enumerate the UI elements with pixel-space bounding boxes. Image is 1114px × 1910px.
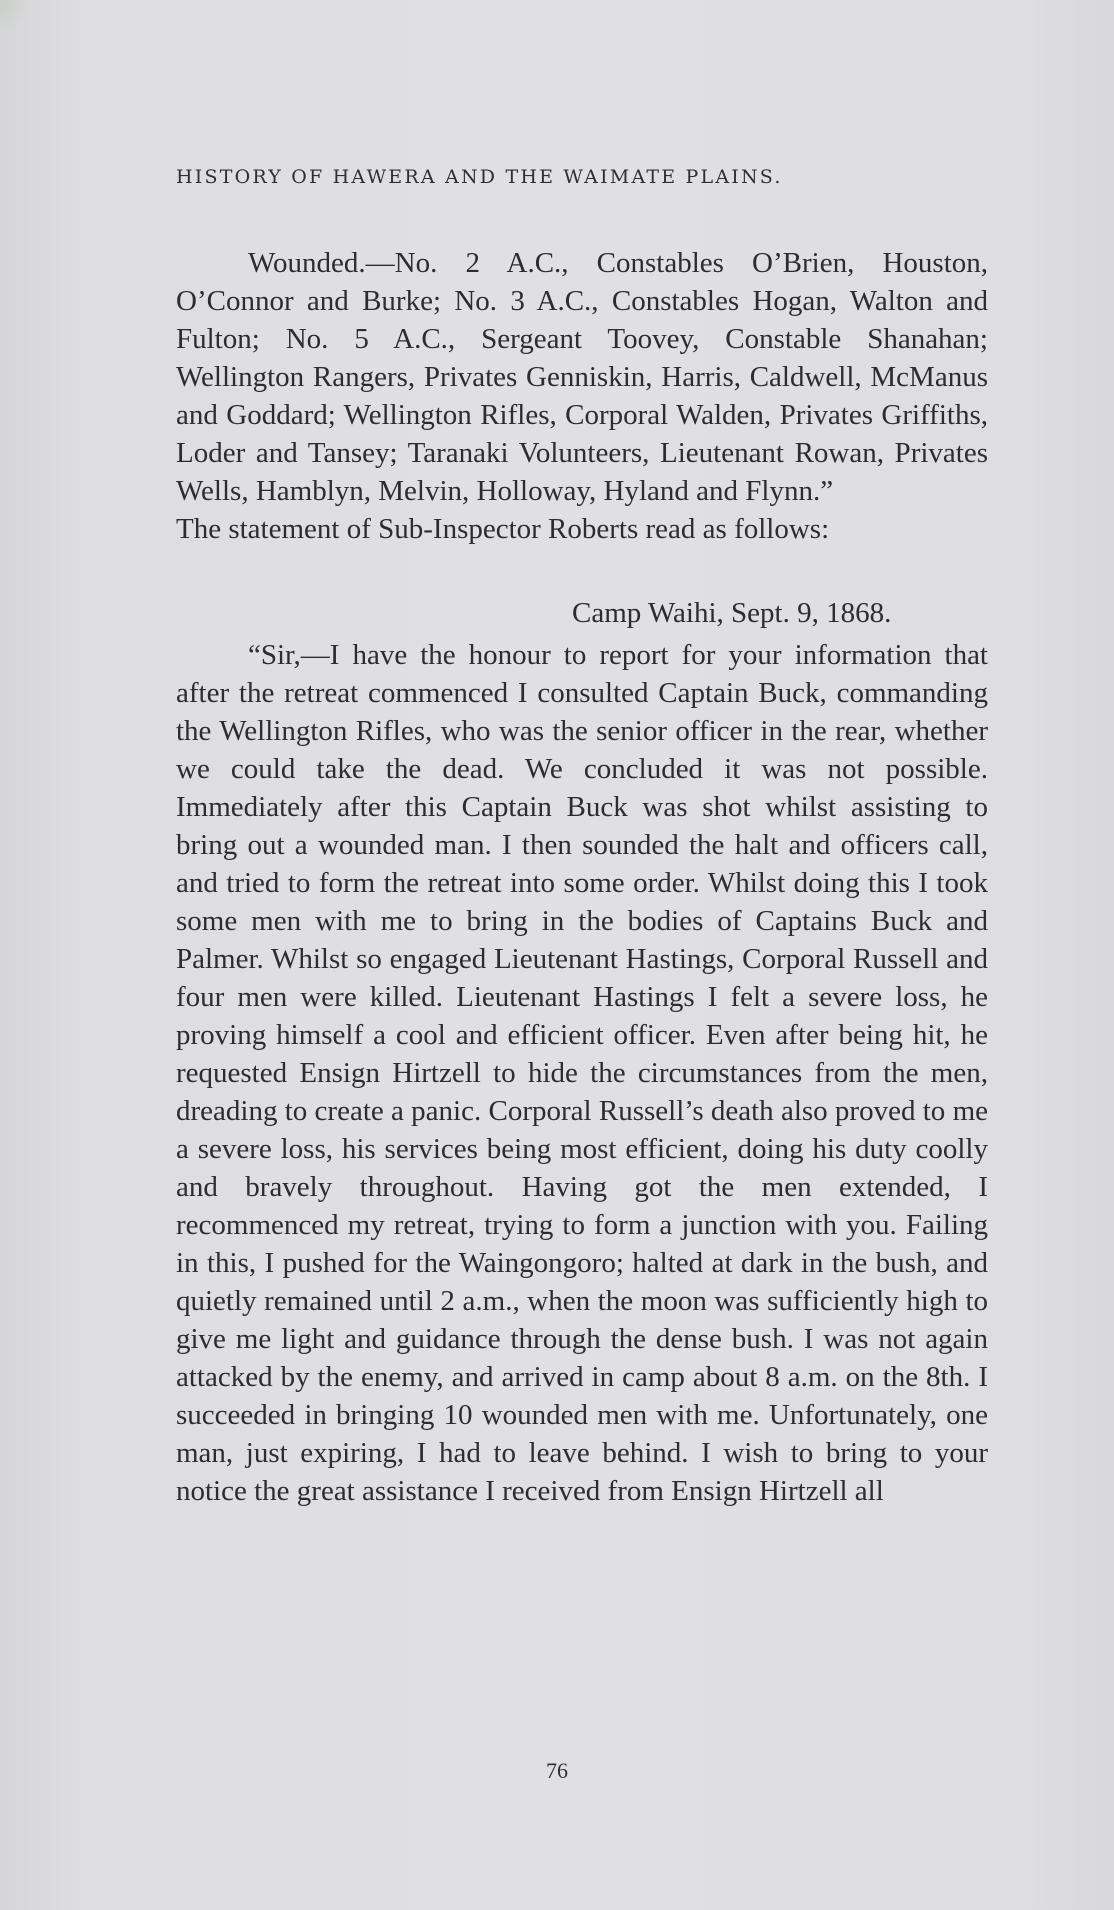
paragraph-letter-body: “Sir,—I have the honour to report for your information that after the retreat commenced I consulted Captain Buck, commanding the Wellington Rifles, who was the senior officer in the rear, whether we could take the dead. We concluded it was not possible. Immediately after this Captain Buck was shot whilst assisting to bring out a wounded man. I then sounded the halt and officers call, and tried to form the retreat into some order. Whilst doing this I took some men with me to bring in the bodies of Captains Buck and Palmer. Whilst so engaged Lieutenant Hastings, Corporal Russell and four men were killed. Lieutenant Hastings I felt a severe loss, he proving himself a cool and efficient officer. Even after being hit, he requested Ensign Hirtzell to hide the circumstances from the men, dreading to create a panic. Corporal Russell’s death also proved to me a severe loss, his services being most efficient, doing his duty coolly and bravely throughout. Having got the men extended, I recommenced my retreat, trying to form a junction with you. Failing in this, I pushed for the Waingongoro; halted at dark in the bush, and quietly remained until 2 a.m., when the moon was sufficiently high to give me light and guidance through the dense bush. I was not again attacked by the enemy, and arrived in camp about 8 a.m. on the 8th. I succeeded in bringing 10 wounded men with me. Unfortunately, one man, just expiring, I had to leave behind. I wish to bring to your notice the great assistance I received from Ensign Hirtzell all (176, 639, 988, 1507)
paragraph-statement-intro: The statement of Sub-Inspector Roberts read as follows: (176, 513, 830, 545)
paragraph-wounded-list: Wounded.—No. 2 A.C., Constables O’Brien, Houston, O’Connor and Burke; No. 3 A.C., Constables Hogan, Walton and Fulton; No. 5 A.C., Sergeant Toovey, Constable Shanahan; Wellington Rangers, Privates Genniskin, Harris, Caldwell, McManus and Goddard; Wellington Rifles, Corporal Walden, Privates Griffiths, Loder and Tansey; Taranaki Volunteers, Lieutenant Rowan, Privates Wells, Hamblyn, Melvin, Holloway, Hyland and Flynn.” (176, 247, 988, 507)
running-head: HISTORY OF HAWERA AND THE WAIMATE PLAINS. (176, 166, 783, 188)
page-corner-discoloration (0, 0, 24, 40)
letter-body-block (176, 636, 988, 1510)
page-number: 76 (546, 1758, 568, 1783)
wounded-list-block (176, 244, 988, 548)
letter-dateline: Camp Waihi, Sept. 9, 1868. (572, 597, 892, 629)
